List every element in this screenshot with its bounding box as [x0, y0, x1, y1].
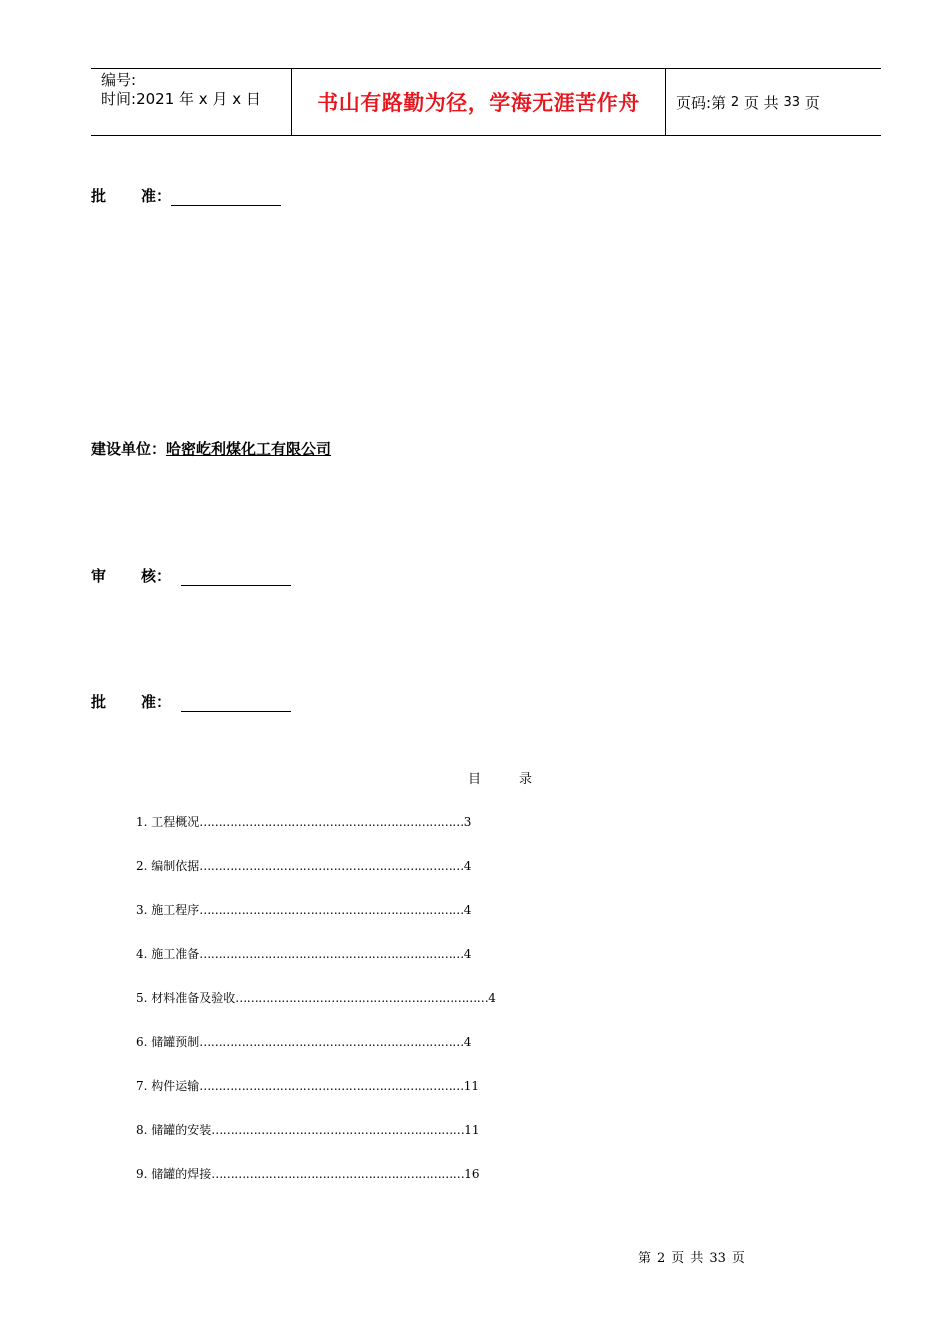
page-label: 页码:第: [676, 93, 727, 112]
toc-item-dots: ……………………………………………………………: [199, 903, 464, 917]
toc-item-text: 施工程序: [151, 903, 200, 917]
time-label: 时间:: [101, 90, 137, 108]
approve-bottom-label-b: 准：: [141, 693, 172, 711]
page-current: 2: [730, 94, 740, 110]
toc-item-dots: ……………………………………………………………: [199, 815, 464, 829]
time-line: [101, 90, 291, 109]
toc-item-page: 16: [464, 1167, 480, 1181]
approve-bottom-label-a: 批: [91, 693, 107, 711]
page-total: 33: [783, 94, 801, 110]
toc-item-text: 构件运输: [151, 1079, 200, 1093]
toc-item[interactable]: [136, 858, 536, 874]
approve-top-label-a: 批: [91, 187, 107, 205]
page-footer: [638, 1247, 751, 1266]
approve-top-label-b: 准：: [141, 187, 172, 205]
toc-item-text: 材料准备及验收: [151, 991, 236, 1005]
toc-item[interactable]: [136, 1166, 536, 1182]
toc-item[interactable]: [136, 990, 536, 1006]
toc-item[interactable]: [136, 1122, 536, 1138]
toc-title-a: 目: [468, 772, 482, 787]
builder-row: [91, 438, 331, 459]
toc-item[interactable]: [136, 1078, 536, 1094]
toc-title: [468, 768, 532, 787]
review-signature-line: [181, 571, 291, 586]
header-motto: 书山有路勤为径，学海无涯苦作舟: [292, 69, 666, 135]
toc-item-text: 储罐预制: [151, 1035, 200, 1049]
toc-item[interactable]: [136, 946, 536, 962]
code-label: 编号:: [101, 71, 137, 89]
toc-item-number: 3.: [136, 903, 148, 917]
toc-item-dots: ……………………………………………………………: [199, 1035, 464, 1049]
review-row: [91, 565, 291, 586]
toc-item-page: 4: [463, 903, 472, 917]
toc-item-page: 4: [463, 859, 472, 873]
review-label-a: 审: [91, 567, 107, 585]
approve-top-row: [91, 185, 281, 206]
page-mid: 页 共: [743, 93, 779, 112]
toc-item-text: 储罐的安装: [151, 1123, 212, 1137]
footer-c: 共: [690, 1251, 704, 1266]
review-label-b: 核：: [141, 567, 172, 585]
toc-item[interactable]: [136, 1034, 536, 1050]
toc-title-b: 录: [519, 772, 533, 787]
time-rest: 年 x 月 x 日: [179, 90, 261, 108]
builder-company: 哈密屹利煤化工有限公司: [166, 440, 332, 458]
toc-item-dots: …………………………………………………………: [211, 1167, 465, 1181]
footer-current: 2: [657, 1251, 666, 1266]
toc-item[interactable]: [136, 902, 536, 918]
page-header: [91, 68, 881, 136]
toc-item-page: 4: [463, 1035, 472, 1049]
toc-item-number: 8.: [136, 1123, 148, 1137]
toc-item-page: 4: [463, 947, 472, 961]
toc-item-number: 4.: [136, 947, 148, 961]
toc-item-number: 9.: [136, 1167, 148, 1181]
toc-item-dots: ……………………………………………………………: [199, 859, 464, 873]
toc-item-number: 2.: [136, 859, 148, 873]
toc-item-number: 6.: [136, 1035, 148, 1049]
footer-b: 页: [671, 1251, 685, 1266]
toc-item[interactable]: [136, 814, 536, 830]
toc-item-dots: …………………………………………………………: [211, 1123, 465, 1137]
toc-item-number: 5.: [136, 991, 148, 1005]
header-page-info: [666, 69, 881, 135]
toc-item-text: 工程概况: [151, 815, 200, 829]
toc-item-dots: ……………………………………………………………: [199, 1079, 464, 1093]
page-end: 页: [804, 93, 820, 112]
toc-item-dots: ……………………………………………………………: [199, 947, 464, 961]
toc-item-text: 编制依据: [151, 859, 200, 873]
approve-bottom-signature-line: [181, 697, 291, 712]
approve-bottom-row: [91, 691, 291, 712]
toc-item-page: 4: [488, 991, 496, 1005]
header-meta-cell: [91, 69, 292, 135]
toc-item-dots: …………………………………………………………: [235, 991, 489, 1005]
toc-item-number: 1.: [136, 815, 148, 829]
toc-item-page: 11: [464, 1123, 480, 1137]
toc-item-text: 施工准备: [151, 947, 200, 961]
toc-item-text: 储罐的焊接: [151, 1167, 212, 1181]
footer-d: 页: [731, 1251, 745, 1266]
toc-item-number: 7.: [136, 1079, 148, 1093]
time-year: 2021: [136, 90, 175, 108]
footer-a: 第: [638, 1251, 652, 1266]
approve-top-signature-line: [171, 191, 281, 206]
toc-item-page: 3: [463, 815, 472, 829]
footer-total: 33: [709, 1251, 726, 1266]
builder-label: 建设单位：: [91, 440, 167, 458]
toc-item-page: 11: [463, 1079, 480, 1093]
